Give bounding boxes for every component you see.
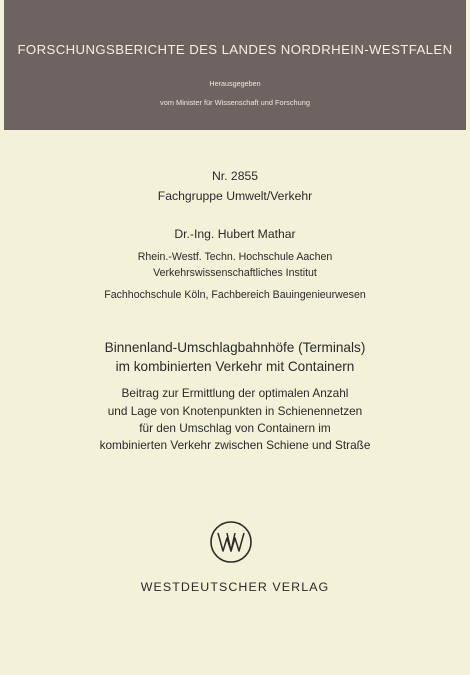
book-title-line-1: Binnenland-Umschlagbahnhöfe (Terminals) bbox=[104, 340, 366, 355]
report-group: Fachgruppe Umwelt/Verkehr bbox=[157, 189, 313, 203]
publisher-imprint: WESTDEUTSCHER VERLAG bbox=[140, 580, 330, 594]
subtitle-line-1: Beitrag zur Ermittlung der optimalen Anzahl bbox=[121, 386, 349, 400]
publisher-name: vom Minister für Wissenschaft und Forschung bbox=[160, 98, 310, 107]
series-title: FORSCHUNGSBERICHTE DES LANDES NORDRHEIN-WESTFALEN bbox=[17, 42, 453, 57]
westdeutscher-verlag-logo-icon bbox=[209, 520, 253, 564]
book-title-line-2: im kombinierten Verkehr mit Containern bbox=[115, 359, 355, 374]
author-affiliation-2: Verkehrswissenschaftliches Institut bbox=[153, 267, 317, 279]
publisher-label: Herausgegeben bbox=[209, 79, 261, 88]
subtitle-line-4: kombinierten Verkehr zwischen Schiene und Straße bbox=[99, 438, 371, 452]
header-band bbox=[4, 0, 466, 130]
author-affiliation-1: Rhein.-Westf. Techn. Hochschule Aachen bbox=[137, 251, 333, 263]
author-affiliation-3: Fachhochschule Köln, Fachbereich Bauingenieurwesen bbox=[104, 289, 366, 301]
subtitle-line-2: und Lage von Knotenpunkten in Schienennetzen bbox=[107, 404, 363, 418]
subtitle-line-3: für den Umschlag von Containern im bbox=[139, 421, 331, 435]
report-number: Nr. 2855 bbox=[211, 169, 259, 183]
author-name: Dr.-Ing. Hubert Mathar bbox=[174, 227, 296, 241]
